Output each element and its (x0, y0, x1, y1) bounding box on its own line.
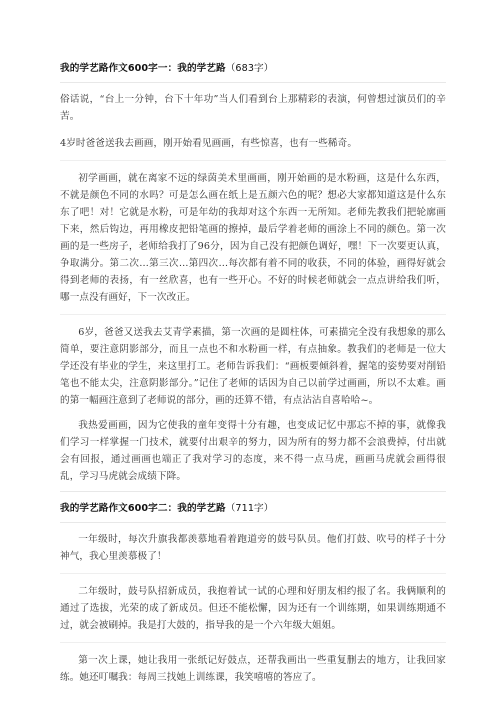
divider (60, 491, 446, 492)
divider (60, 522, 446, 523)
section-2-word-count: （711字） (225, 503, 274, 514)
paragraph: 第一次上课，她让我用一张纸记好鼓点，还帮我画出一些重复删去的地方，让我回家练。她还叮嘱我：每周三找她上训练课，我笑嘻嘻的答应了。 (60, 655, 446, 683)
divider (60, 160, 446, 161)
paragraph: 4岁时爸爸送我去画画，刚开始看见画画，有些惊喜，也有一些稀奇。 (60, 138, 358, 149)
section-1-word-count: （683字） (225, 63, 274, 74)
divider (60, 82, 446, 83)
paragraph: 6岁，爸爸又送我去艾青学素描，第一次画的是圆柱体，可素描完全没有我想象的那么简单，要注意阴影部分，而且一点也不和水粉画一样，有点抽象。教我们的老师是一位大学还没有毕业的学生，来这里打工。老师告诉我们：“画板要倾斜着，握笔的姿势要对削铅笔也不能太尖，注意阴影部分。”记住了老师的话因为自己以前学过画画，所以不太难。画的第一幅画注意到了老师说的部分，画的还算不错，有点沾沾自喜哈哈~。 (60, 327, 446, 406)
section-1-title-text: 我的学艺路作文600字一：我的学艺路 (60, 63, 226, 74)
section-1-title (60, 62, 446, 76)
article (60, 62, 446, 686)
divider (60, 573, 446, 574)
section-2-title (60, 502, 446, 516)
divider (60, 642, 446, 643)
paragraph: 初学画画，就在离家不远的绿茵美术里画画，刚开始画的是水粉画，这是什么东西，不就是颜色不同的水吗？可是怎么画在纸上是五颜六色的呢？想必大家都知道这是什么东东了吧！对！它就是水粉，可是年幼的我却对这个东西一无所知。老师先教我们把轮廓画下来，然后钩边，再用橡皮把铅笔画的擦掉，最后学着老师的画涂上不同的颜色。第一次画的是一些房子，老师给我打了96分，因为自己没有把颜色调好，嘿！下一次要更认真，争取满分。第二次…第三次…第四次…每次都有着不同的收获，不同的体验，画得好就会得到老师的表扬，有一丝欣喜，也有一些开心。不好的时候老师就会一点点讲给我们听，哪一点没有画好，下一次改正。 (60, 173, 446, 303)
paragraph: 俗话说，“台上一分钟，台下十年功”当人们看到台上那精彩的表演，何曾想过演员们的辛苦。 (60, 94, 446, 122)
paragraph: 一年级时，每次升旗我都羡慕地看着跑道旁的鼓号队员。他们打鼓、吹号的样子十分神气，我心里羡慕极了！ (60, 534, 446, 562)
paragraph: 二年级时，鼓号队招新成员，我抱着试一试的心理和好朋友相约报了名。我俩顺利的通过了选拔，光荣的成了新成员。但还不能松懈，因为还有一个训练期，如果训练期通不过，就会被刷掉。我是打大鼓的，指导我的是一个六年级大姐姐。 (60, 586, 446, 631)
paragraph: 我热爱画画，因为它使我的童年变得十分有趣，也变成记忆中那忘不掉的事，就像我们学习一样掌握一门技术，就要付出艰辛的努力，因为所有的努力都不会浪费掉，付出就会有回报，通过画画也端正了我对学习的态度，来不得一点马虎，画画马虎就会画得很乱，学习马虎就会成绩下降。 (60, 420, 446, 482)
divider (60, 314, 446, 315)
section-2-title-text: 我的学艺路作文600字二：我的学艺路 (60, 503, 226, 514)
